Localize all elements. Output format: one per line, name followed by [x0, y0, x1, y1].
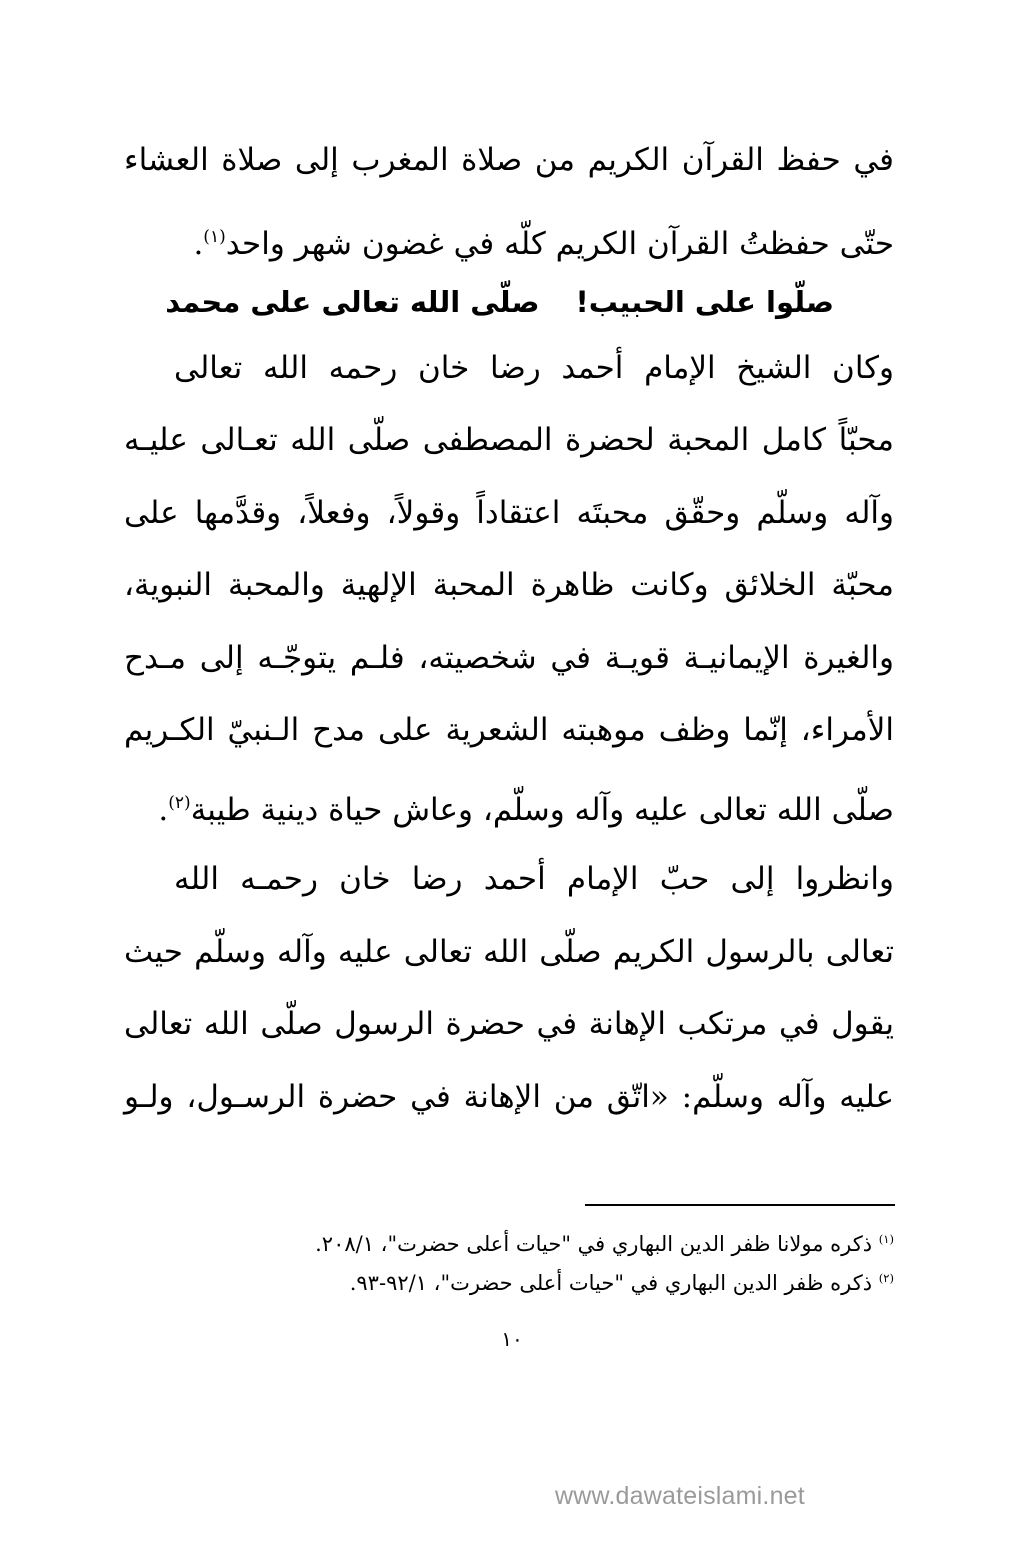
body-line: محبّاً كامل المحبة لحضرة المصطفى صلّى الله تعـالى عليـه [124, 422, 894, 458]
footnote: $^{(١)}$ ذكره مولانا ظفر الدين البهاري في "حيات أعلى حضرت"، ٢٠٨/١. [315, 1232, 894, 1257]
body-line: وآله وسلّم وحقّق محبتَه اعتقاداً وقولاً، وفعلاً، وقدَّمها على [124, 495, 894, 531]
body-line: عليه وآله وسلّم: «اتّق من الإهانة في حضرة الرسـول، ولـو [124, 1079, 894, 1115]
salutation-call: صلّوا على الحبيب! [575, 285, 834, 319]
body-line: في حفظ القرآن الكريم من صلاة المغرب إلى صلاة العشاء [124, 142, 894, 178]
website-watermark: www.dawateislami.net [555, 1482, 805, 1510]
footnote: $^{(٢)}$ ذكره ظفر الدين البهاري في "حيات أعلى حضرت"، ٩٢/١-٩٣. [349, 1271, 894, 1296]
body-line: محبّة الخلائق وكانت ظاهرة المحبة الإلهية والمحبة النبوية، [124, 567, 894, 603]
footnote-separator [585, 1204, 895, 1206]
footnote-ref: (١) [203, 227, 226, 247]
body-line: والغيرة الإيمانيـة قويـة في شخصيته، فلـم يتوجّـه إلى مـدح [124, 640, 894, 676]
salutation-response: صلّى الله تعالى على محمد [165, 285, 540, 319]
body-line: تعالى بالرسول الكريم صلّى الله تعالى عليه وآله وسلّم حيث [124, 934, 894, 970]
footnote-marker: (١) [878, 1232, 894, 1246]
body-line: حتّى حفظتُ القرآن الكريم كلّه في غضون شهر واحد$^{(١)}$. [193, 225, 894, 262]
footnote-marker: (٢) [878, 1271, 894, 1285]
page-number: ١٠ [501, 1327, 523, 1351]
body-line: صلّى الله تعالى عليه وآله وسلّم، وعاش حياة دينية طيبة$^{(٢)}$. [158, 791, 894, 828]
body-line: وكان الشيخ الإمام أحمد رضا خان رحمه الله تعالى [174, 350, 894, 386]
body-line: الأمراء، إنّما وظف موهبته الشعرية على مدح الـنبيّ الكـريم [124, 712, 894, 748]
body-line: وانظروا إلى حبّ الإمام أحمد رضا خان رحمـه الله [174, 861, 894, 897]
body-line: يقول في مرتكب الإهانة في حضرة الرسول صلّى الله تعالى [124, 1006, 894, 1042]
footnote-ref: (٢) [168, 793, 191, 813]
salutation-heading [165, 280, 834, 324]
